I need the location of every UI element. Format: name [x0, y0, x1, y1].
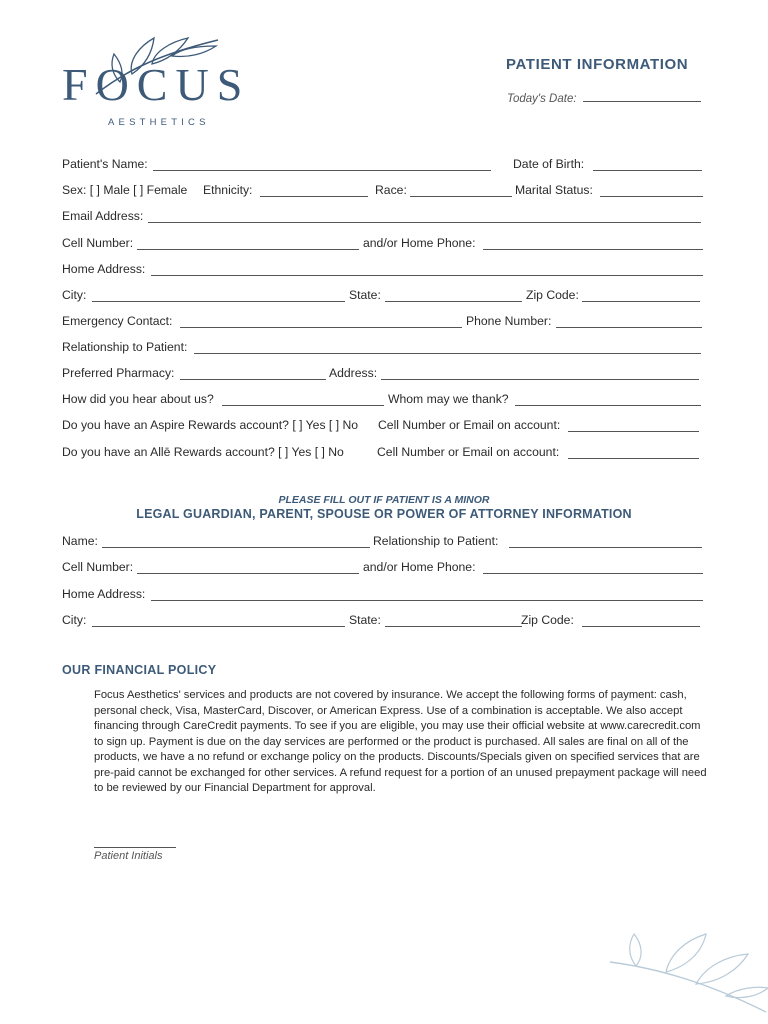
guardian-home-phone-label: and/or Home Phone:: [363, 560, 476, 574]
relationship-label: Relationship to Patient:: [62, 340, 188, 354]
guardian-relationship-input[interactable]: [509, 547, 702, 548]
city-input[interactable]: [92, 301, 345, 302]
row-demographics: [62, 183, 704, 201]
pharmacy-label: Preferred Pharmacy:: [62, 366, 175, 380]
dob-input[interactable]: [593, 170, 702, 171]
financial-policy-text: Focus Aesthetics' services and products are not covered by insurance. We accept the following forms of payment: cash, personal check, Visa, MasterCard, Discover, or American Express. Use of a combination is acceptable. We also accept financing through CareCredit payments. To see if you are eligible, you may use their official website at www.carecredit.com to sign up. Payment is due on the day services are performed or the product is purchased. All sales are final on all of the products, we have a no refund or exchange policy on the products. Discounts/Specials given on specified services that are pre-paid cannot be exchanged for other services. A refund request for a portion of an unused prepayment package will need to be reviewed by our Financial Department for approval.: [94, 689, 707, 794]
logo-tagline: AESTHETICS: [108, 117, 210, 128]
emergency-contact-input[interactable]: [180, 327, 462, 328]
patient-initials-input[interactable]: [94, 847, 176, 848]
pharmacy-address-label: Address:: [329, 366, 378, 380]
race-input[interactable]: [410, 196, 512, 197]
guardian-cell-label: Cell Number:: [62, 560, 134, 574]
ethnicity-label: Ethnicity:: [203, 183, 253, 197]
todays-date-label: Today's Date:: [507, 93, 577, 105]
marital-status-input[interactable]: [600, 196, 703, 197]
guardian-state-input[interactable]: [385, 626, 522, 627]
row-home-address: [62, 262, 704, 280]
row-aspire: [62, 418, 704, 436]
guardian-state-label: State:: [349, 613, 381, 627]
guardian-zip-input[interactable]: [582, 626, 700, 627]
decorative-leaf-icon: [606, 928, 768, 1018]
state-input[interactable]: [385, 301, 522, 302]
logo-wordmark: FOCUS: [62, 59, 251, 110]
thank-label: Whom may we thank?: [388, 392, 509, 406]
patient-initials-label: Patient Initials: [94, 850, 163, 862]
relationship-input[interactable]: [194, 353, 701, 354]
aspire-contact-input[interactable]: [568, 431, 699, 432]
row-pharmacy: [62, 366, 704, 384]
row-referral: [62, 392, 704, 410]
guardian-name-label: Name:: [62, 534, 98, 548]
emergency-contact-label: Emergency Contact:: [62, 314, 173, 328]
cell-number-input[interactable]: [137, 249, 359, 250]
guardian-section-title: LEGAL GUARDIAN, PARENT, SPOUSE OR POWER OF ATTORNEY INFORMATION: [136, 507, 632, 521]
guardian-city-label: City:: [62, 613, 87, 627]
alle-rewards-checkboxes[interactable]: Do you have an Allē Rewards account? [ ] Yes [ ] No: [62, 445, 344, 459]
home-address-label: Home Address:: [62, 262, 146, 276]
row-guardian-city: [62, 613, 704, 631]
guardian-zip-label: Zip Code:: [521, 613, 574, 627]
referral-input[interactable]: [222, 405, 384, 406]
zip-input[interactable]: [582, 301, 700, 302]
guardian-cell-input[interactable]: [137, 573, 359, 574]
guardian-address-label: Home Address:: [62, 587, 146, 601]
guardian-name-input[interactable]: [102, 547, 370, 548]
row-guardian-address: [62, 587, 704, 605]
page-title: PATIENT INFORMATION: [506, 56, 689, 73]
zip-label: Zip Code:: [526, 288, 579, 302]
sex-checkboxes[interactable]: Sex: [ ] Male [ ] Female: [62, 183, 188, 197]
race-label: Race:: [375, 183, 407, 197]
patient-name-input[interactable]: [153, 170, 491, 171]
marital-status-label: Marital Status:: [515, 183, 593, 197]
guardian-relationship-label: Relationship to Patient:: [373, 534, 499, 548]
guardian-city-input[interactable]: [92, 626, 345, 627]
cell-number-label: Cell Number:: [62, 236, 134, 250]
aspire-contact-label: Cell Number or Email on account:: [378, 418, 561, 432]
pharmacy-address-input[interactable]: [381, 379, 699, 380]
guardian-address-input[interactable]: [151, 600, 703, 601]
phone-number-input[interactable]: [556, 327, 702, 328]
email-input[interactable]: [148, 222, 701, 223]
thank-input[interactable]: [515, 405, 701, 406]
alle-contact-input[interactable]: [568, 458, 699, 459]
dob-label: Date of Birth:: [513, 157, 585, 171]
state-label: State:: [349, 288, 381, 302]
alle-contact-label: Cell Number or Email on account:: [377, 445, 560, 459]
row-relationship: [62, 340, 704, 358]
row-city-state-zip: [62, 288, 704, 306]
row-phone: [62, 236, 704, 254]
home-phone-label: and/or Home Phone:: [363, 236, 476, 250]
city-label: City:: [62, 288, 87, 302]
financial-policy-heading: OUR FINANCIAL POLICY: [62, 663, 217, 677]
row-emergency: [62, 314, 704, 332]
todays-date-field[interactable]: [507, 93, 701, 105]
patient-name-label: Patient's Name:: [62, 157, 148, 171]
ethnicity-input[interactable]: [260, 196, 368, 197]
row-alle: [62, 445, 704, 463]
pharmacy-input[interactable]: [180, 379, 326, 380]
email-label: Email Address:: [62, 209, 144, 223]
guardian-home-phone-input[interactable]: [483, 573, 703, 574]
home-address-input[interactable]: [151, 275, 703, 276]
row-email: [62, 209, 704, 227]
home-phone-input[interactable]: [483, 249, 703, 250]
row-guardian-name: [62, 534, 704, 552]
aspire-rewards-checkboxes[interactable]: Do you have an Aspire Rewards account? [ ] Yes [ ] No: [62, 418, 359, 432]
row-guardian-phone: [62, 560, 704, 578]
minor-note: PLEASE FILL OUT IF PATIENT IS A MINOR: [278, 494, 490, 506]
phone-number-label: Phone Number:: [466, 314, 552, 328]
row-name-dob: [62, 157, 704, 175]
referral-label: How did you hear about us?: [62, 392, 214, 406]
